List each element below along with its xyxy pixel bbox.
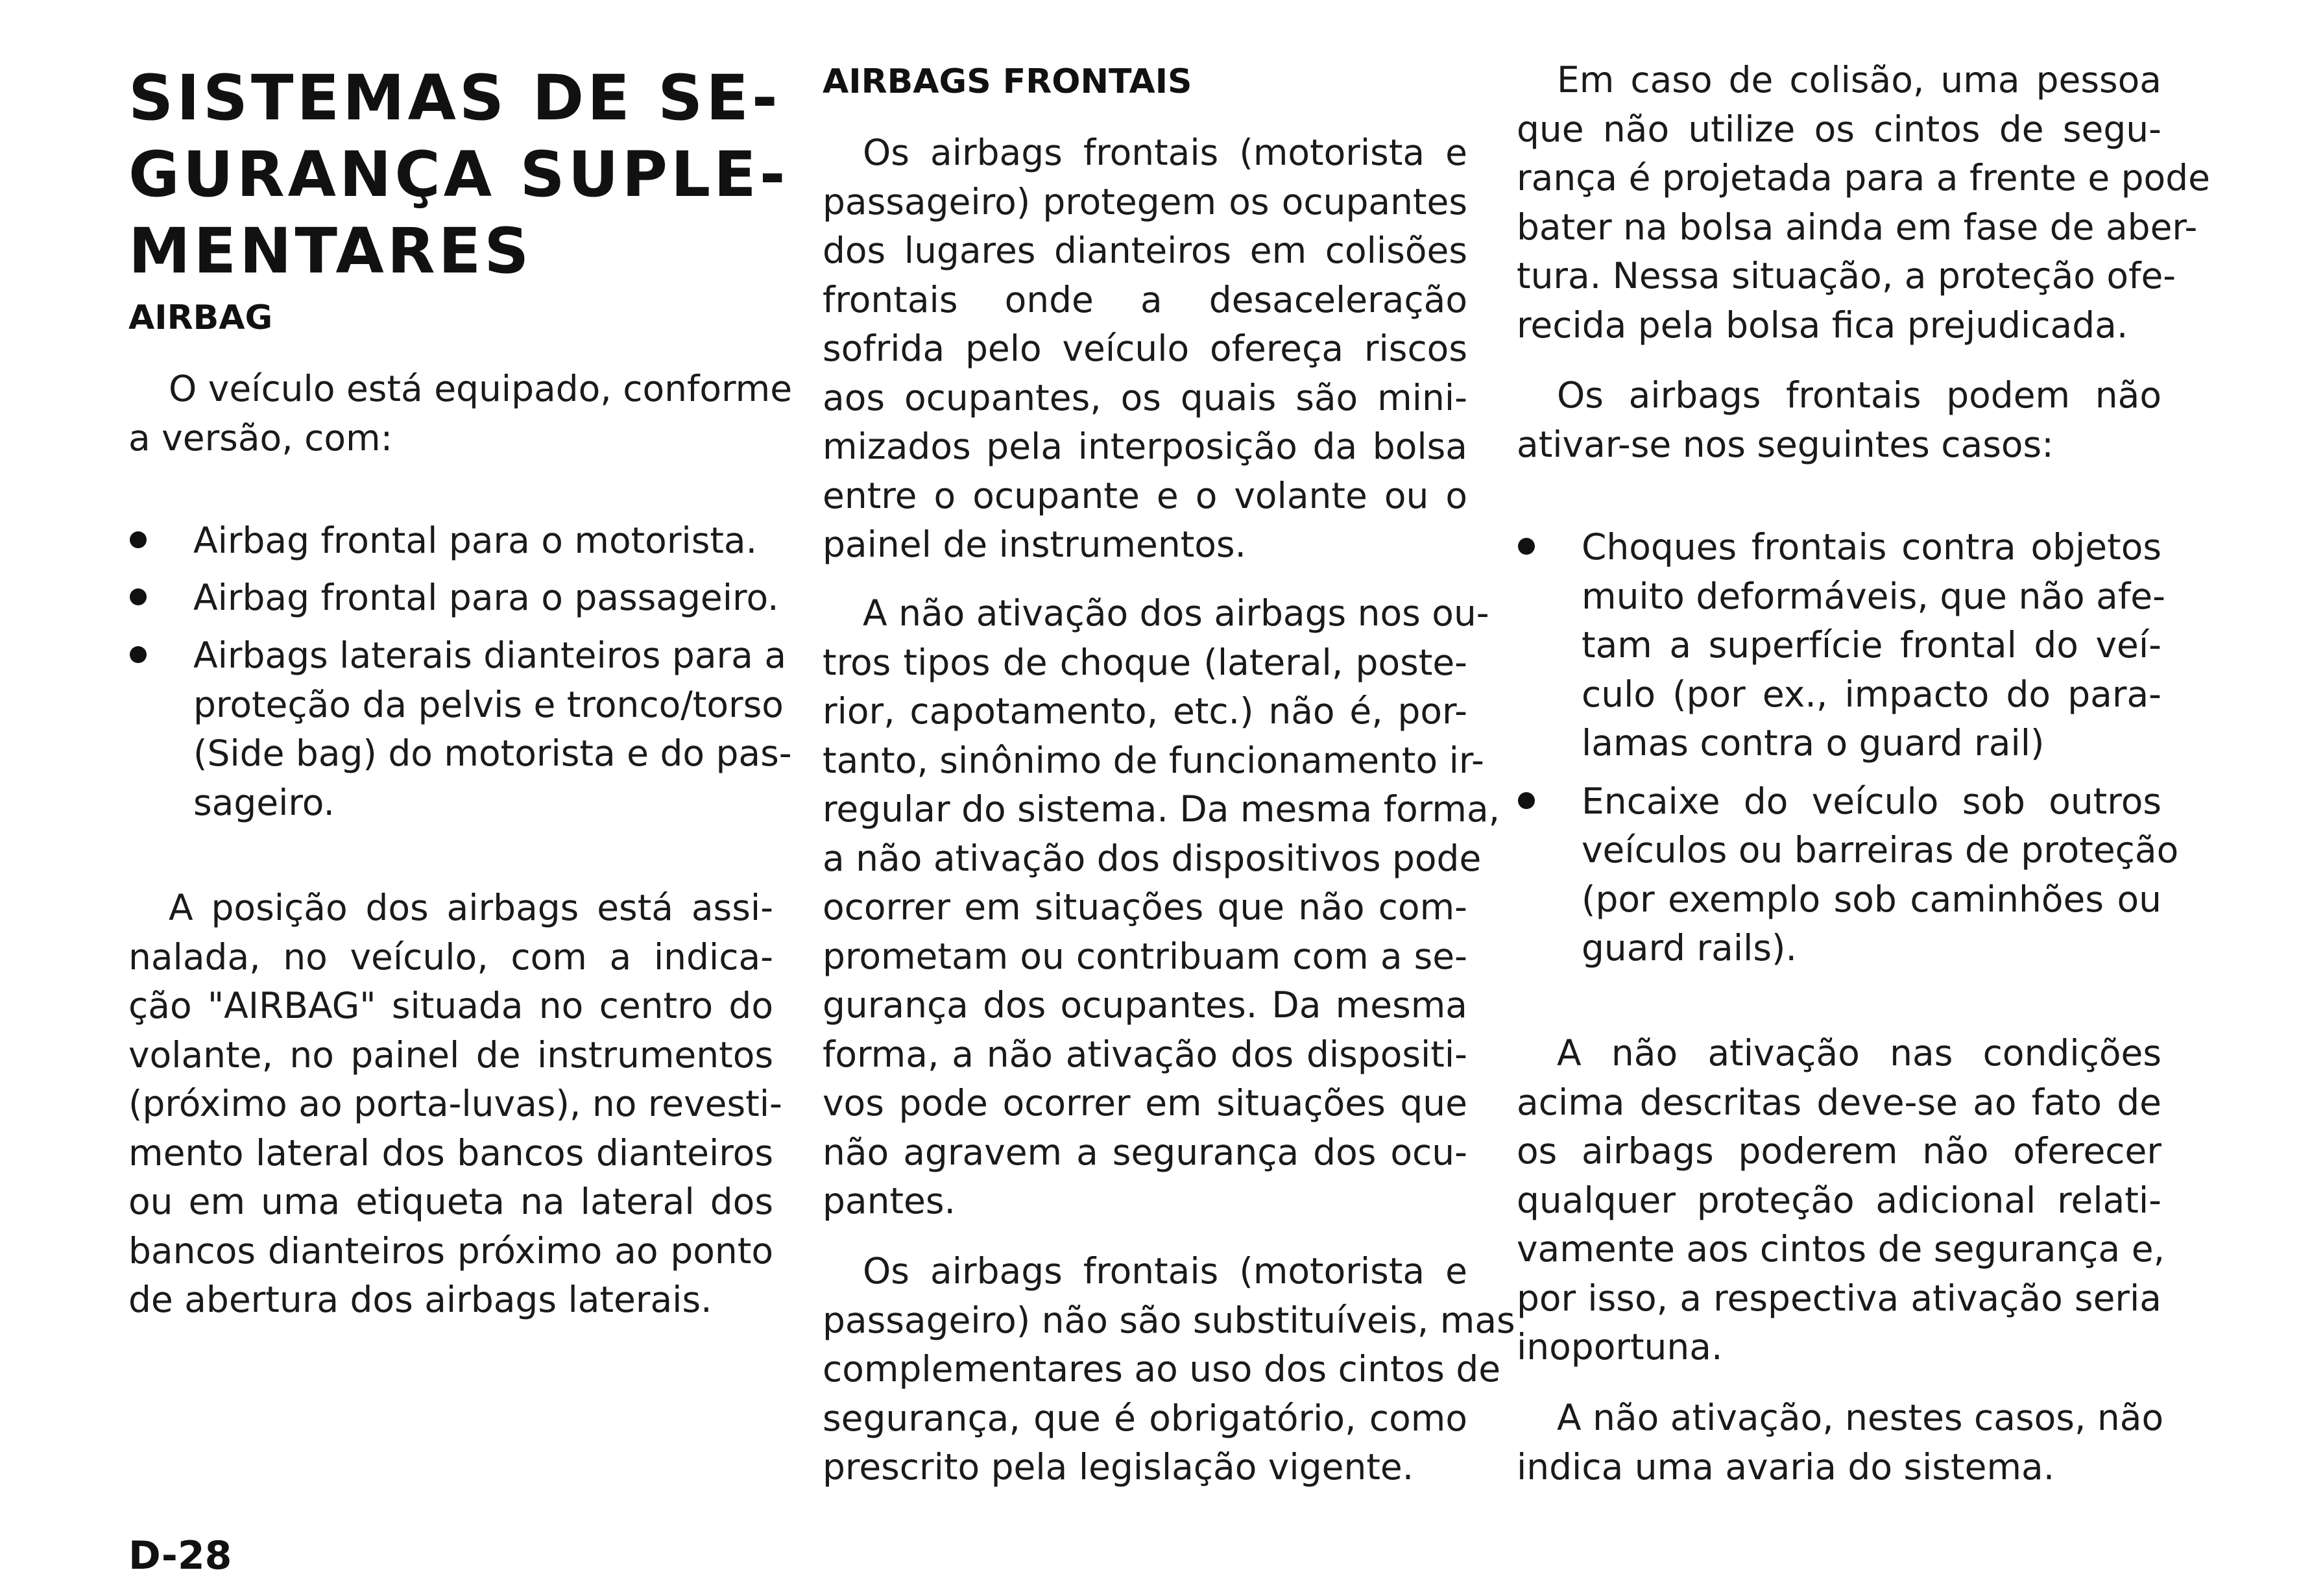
text-line: sageiro. (193, 781, 335, 823)
text-line: segurança, que é obrigatório, como (823, 1397, 1467, 1439)
text-line: mizados pela interposição da bolsa (823, 426, 1467, 467)
text-line: de abertura dos airbags laterais. (128, 1279, 712, 1320)
text-line: tanto, sinônimo de funcionamento ir- (823, 739, 1484, 781)
text-line: recida pela bolsa fica prejudicada. (1517, 304, 2128, 346)
text-line: volante, no painel de instrumentos (128, 1034, 773, 1076)
text-line: bancos dianteiros próximo ao ponto (128, 1229, 773, 1272)
text-line: prometam ou contribuam com a se- (823, 935, 1467, 977)
text-line: mento lateral dos bancos dianteiros (128, 1131, 773, 1174)
text-line: Airbag frontal para o passageiro. (193, 576, 779, 618)
text-line: prescrito pela legislação vigente. (823, 1446, 1414, 1488)
text-line: culo (por ex., impacto do para- (1582, 673, 2161, 715)
text-line: ou em uma etiqueta na lateral dos (128, 1181, 773, 1222)
text-line: muito deformáveis, que não afe- (1582, 575, 2165, 617)
bullet-icon (130, 588, 147, 605)
list-item (128, 516, 773, 566)
text-line: (próximo ao porta-luvas), no revesti- (128, 1083, 782, 1124)
text-line: entre o ocupante e o volante ou o (823, 474, 1467, 516)
list-item (1517, 523, 2165, 768)
text-line: Em caso de colisão, uma pessoa (1557, 59, 2161, 101)
text-line: A não ativação dos airbags nos ou- (863, 592, 1489, 634)
text-line: a não ativação dos dispositivos pode (823, 837, 1482, 879)
text-line: indica uma avaria do sistema. (1517, 1445, 2055, 1488)
text-line: passageiro) protegem os ocupantes (823, 180, 1467, 223)
non-activation-reason-paragraph (1517, 1029, 2165, 1372)
text-line: dos lugares dianteiros em colisões (823, 230, 1467, 271)
text-line: complementares ao uso dos cintos de (823, 1348, 1501, 1390)
text-line: veículos ou barreiras de proteção (1582, 829, 2179, 871)
text-line: tura. Nessa situação, a proteção ofe- (1517, 255, 2176, 296)
text-line: (Side bag) do motorista e do pas- (193, 732, 792, 774)
text-line: qualquer proteção adicional relati- (1517, 1179, 2161, 1221)
list-item (1517, 777, 2179, 973)
page-title-line: SISTEMAS DE SE- (128, 62, 781, 134)
text-line: Os airbags frontais (motorista e (863, 132, 1467, 173)
text-line: A posição dos airbags está assi- (169, 887, 773, 928)
page-title (128, 60, 789, 289)
list-item (128, 574, 779, 623)
bullet-icon (1518, 538, 1535, 555)
text-line: Encaixe do veículo sob outros (1582, 780, 2161, 822)
text-line: não agravem a segurança dos ocu- (823, 1131, 1467, 1173)
text-line: forma, a não ativação dos dispositi- (823, 1033, 1467, 1075)
text-line: regular do sistema. Da mesma forma, (823, 788, 1500, 830)
text-line: rior, capotamento, etc.) não é, por- (823, 690, 1467, 732)
text-line: Os airbags frontais (motorista e (863, 1250, 1467, 1292)
text-line: por isso, a respectiva ativação seria (1517, 1277, 2161, 1319)
text-line: frontais onde a desaceleração (823, 278, 1467, 320)
airbag-equipment-list (128, 516, 792, 835)
text-line: A não ativação nas condições (1557, 1032, 2161, 1074)
page-title-line: MENTARES (128, 215, 533, 287)
text-line: guard rails). (1582, 927, 1797, 969)
text-line: ativar-se nos seguintes casos: (1517, 423, 2054, 465)
section-heading-airbag: AIRBAG (128, 298, 273, 337)
bullet-icon (130, 646, 147, 663)
text-line: os airbags poderem não oferecer (1517, 1130, 2161, 1172)
page-number: D-28 (128, 1533, 232, 1578)
text-line: Os airbags frontais podem não (1557, 374, 2161, 416)
text-line: A não ativação, nestes casos, não (1557, 1397, 2164, 1438)
list-item (128, 631, 792, 827)
text-line: tros tipos de choque (lateral, poste- (823, 641, 1467, 683)
text-line: inoportuna. (1517, 1326, 1723, 1368)
page-title-line: GURANÇA SUPLE- (128, 138, 789, 211)
non-activation-cases-list (1517, 523, 2179, 981)
text-line: tam a superfície frontal do veí- (1582, 624, 2161, 666)
text-line: ocorrer em situações que não com- (823, 886, 1467, 928)
text-line: rança é projetada para a frente e pode (1517, 157, 2210, 199)
text-line: nalada, no veículo, com a indica- (128, 936, 773, 978)
text-line: que não utilize os cintos de segu- (1517, 108, 2161, 150)
text-line: Choques frontais contra objetos (1582, 526, 2161, 568)
section-heading-frontal-airbags: AIRBAGS FRONTAIS (823, 62, 1192, 101)
text-line: bater na bolsa ainda em fase de aber- (1517, 206, 2198, 248)
text-line: Airbag frontal para o motorista. (193, 520, 758, 561)
no-fault-paragraph (1517, 1394, 2164, 1492)
non-activation-intro-paragraph (1517, 371, 2161, 469)
frontal-airbags-paragraph-1 (823, 128, 1467, 570)
text-line: Airbags laterais dianteiros para a (193, 635, 787, 676)
intro-paragraph (128, 365, 793, 463)
bullet-icon (1518, 792, 1535, 809)
frontal-airbags-paragraph-2 (823, 589, 1500, 1226)
text-line: sofrida pelo veículo ofereça riscos (823, 328, 1467, 369)
text-line: pantes. (823, 1180, 956, 1222)
text-line: aos ocupantes, os quais são mini- (823, 376, 1467, 418)
text-line: passageiro) não são substituíveis, mas (823, 1299, 1515, 1341)
airbag-position-paragraph (128, 884, 782, 1325)
frontal-airbags-paragraph-3 (823, 1247, 1515, 1492)
text-line: proteção da pelvis e tronco/torso (193, 683, 784, 725)
collision-paragraph (1517, 56, 2210, 350)
bullet-icon (130, 531, 147, 548)
text-line: acima descritas deve-se ao fato de (1517, 1081, 2161, 1123)
text-line: O veículo está equipado, conforme (169, 368, 793, 409)
text-line: (por exemplo sob caminhões ou (1582, 878, 2161, 920)
text-line: a versão, com: (128, 417, 393, 459)
text-line: lamas contra o guard rail) (1582, 722, 2045, 764)
text-line: gurança dos ocupantes. Da mesma (823, 984, 1467, 1026)
text-line: vos pode ocorrer em situações que (823, 1082, 1467, 1124)
text-line: vamente aos cintos de segurança e, (1517, 1228, 2165, 1270)
text-line: ção "AIRBAG" situada no centro do (128, 985, 773, 1026)
text-line: painel de instrumentos. (823, 524, 1247, 565)
